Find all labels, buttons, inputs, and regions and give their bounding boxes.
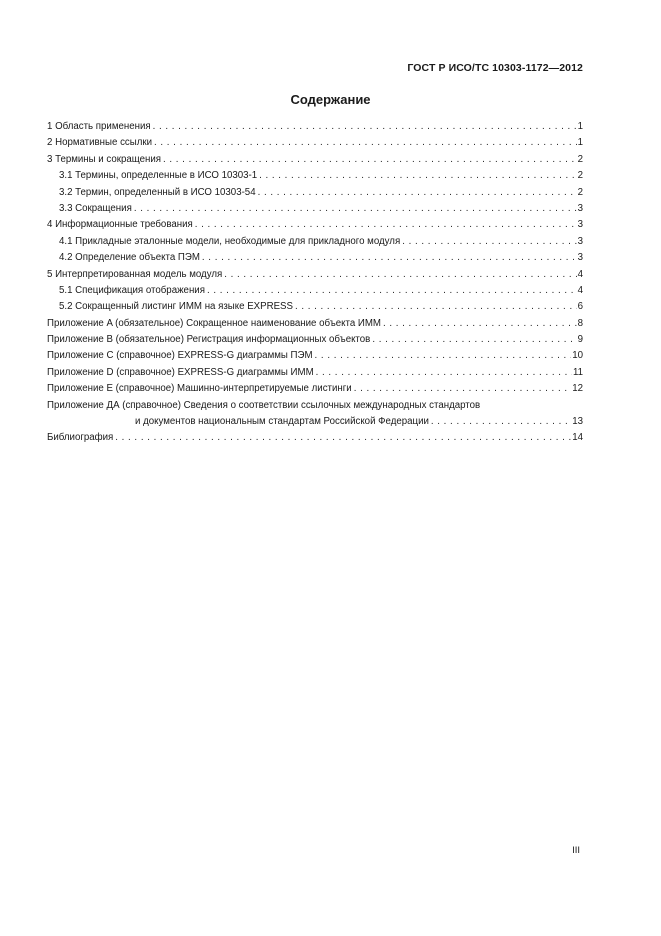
toc-entry-appendix-da[interactable] — [47, 398, 583, 431]
toc-page-number: 2 — [577, 153, 583, 165]
toc-page-number: 6 — [577, 301, 583, 313]
toc-leader-dots — [431, 414, 571, 430]
toc-entry-text: 4 Информационные требования — [47, 217, 194, 233]
toc-page-number: 10 — [572, 350, 583, 362]
toc-entry-text: 2 Нормативные ссылки — [47, 135, 153, 151]
toc-leader-dots — [259, 168, 576, 184]
toc-page-number: 2 — [577, 170, 583, 182]
toc-page-number: 1 — [577, 121, 583, 132]
toc-page-number: 13 — [572, 416, 583, 428]
toc-leader-dots — [372, 332, 576, 348]
toc-entry-text: 3.2 Термин, определенный в ИСО 10303-54 — [59, 185, 257, 201]
toc-entry[interactable] — [47, 217, 583, 233]
toc-entry-text: Библиография — [47, 430, 114, 446]
toc-entry-text: 4.2 Определение объекта ПЭМ — [59, 250, 201, 266]
toc-entry-text: 4.1 Прикладные эталонные модели, необходимые для прикладного модуля — [59, 234, 401, 250]
toc-leader-dots — [295, 299, 577, 315]
toc-leader-dots — [354, 381, 572, 397]
toc-page-number: 8 — [577, 317, 583, 329]
toc-entry-text: 3.1 Термины, определенные в ИСО 10303-1 — [59, 168, 258, 184]
toc-leader-dots — [202, 250, 577, 266]
toc-page-number: 12 — [572, 383, 583, 395]
toc-entry[interactable] — [47, 348, 583, 364]
toc-entry[interactable] — [47, 267, 583, 283]
toc-entry-text: 3 Термины и сокращения — [47, 152, 162, 168]
toc-leader-dots — [207, 283, 577, 299]
toc-entry-text-line1: Приложение ДА (справочное) Сведения о соответствии ссылочных международных стандартов — [47, 399, 481, 411]
toc-leader-dots — [224, 267, 576, 283]
toc-page-number: 14 — [572, 432, 583, 444]
toc-entry-text: Приложение E (справочное) Машинно-интерпретируемые листинги — [47, 381, 353, 397]
toc-leader-dots — [163, 152, 577, 168]
standard-designation: ГОСТ Р ИСО/ТС 10303-1172—2012 — [407, 62, 583, 74]
toc-entry-text: 5.2 Сокращенный листинг ИММ на языке EXPRESS — [59, 299, 294, 315]
toc-page-number: 1 — [577, 137, 583, 149]
toc-entry-text: Приложение C (справочное) EXPRESS-G диаграммы ПЭМ — [47, 348, 314, 364]
toc-page-number: 3 — [577, 235, 583, 247]
table-of-contents — [47, 119, 583, 447]
toc-entry[interactable] — [47, 185, 583, 201]
toc-list — [47, 119, 583, 398]
toc-entry[interactable] — [47, 365, 583, 381]
toc-entry-text: Приложение A (обязательное) Сокращенное наименование объекта ИММ — [47, 316, 382, 332]
toc-page-number: 2 — [577, 186, 583, 198]
toc-leader-dots — [195, 217, 577, 233]
toc-leader-dots — [134, 201, 577, 217]
toc-entry-text: 3.3 Сокращения — [59, 201, 133, 217]
toc-entry[interactable] — [47, 332, 583, 348]
toc-entry[interactable] — [47, 152, 583, 168]
toc-page-number: 3 — [577, 202, 583, 214]
page-number: III — [572, 845, 580, 856]
toc-page-number: 4 — [577, 268, 583, 280]
toc-entry-text-line2: и документов национальным стандартам Российской Федерации — [135, 414, 430, 430]
toc-entry[interactable] — [47, 250, 583, 266]
toc-entry[interactable] — [47, 135, 583, 151]
toc-leader-dots — [383, 316, 577, 332]
toc-leader-dots — [154, 135, 577, 151]
toc-entry-text: 5 Интерпретированная модель модуля — [47, 267, 223, 283]
toc-entry[interactable] — [47, 234, 583, 250]
toc-entry[interactable] — [47, 381, 583, 397]
toc-page-number: 9 — [577, 334, 583, 346]
toc-leader-dots — [153, 119, 577, 135]
toc-entry-bibliography[interactable] — [47, 430, 583, 446]
toc-leader-dots — [315, 348, 572, 364]
toc-entry[interactable] — [47, 168, 583, 184]
toc-leader-dots — [316, 365, 572, 381]
toc-entry-text: 1 Область применения — [47, 119, 152, 135]
toc-entry[interactable] — [47, 201, 583, 217]
toc-page-number: 11 — [572, 366, 583, 378]
toc-leader-dots — [258, 185, 577, 201]
toc-entry-text: Приложение B (обязательное) Регистрация информационных объектов — [47, 332, 371, 348]
toc-leader-dots — [402, 234, 576, 250]
toc-page-number: 3 — [577, 219, 583, 231]
toc-entry[interactable] — [47, 119, 583, 135]
toc-entry[interactable] — [47, 299, 583, 315]
toc-page-number: 4 — [577, 284, 583, 296]
toc-entry[interactable] — [47, 316, 583, 332]
page-title: Содержание — [290, 92, 371, 107]
toc-entry-text: Приложение D (справочное) EXPRESS-G диаграммы ИММ — [47, 365, 315, 381]
toc-entry[interactable] — [47, 283, 583, 299]
toc-entry-text: 5.1 Спецификация отображения — [59, 283, 206, 299]
toc-leader-dots — [115, 430, 571, 446]
toc-page-number: 3 — [577, 252, 583, 264]
